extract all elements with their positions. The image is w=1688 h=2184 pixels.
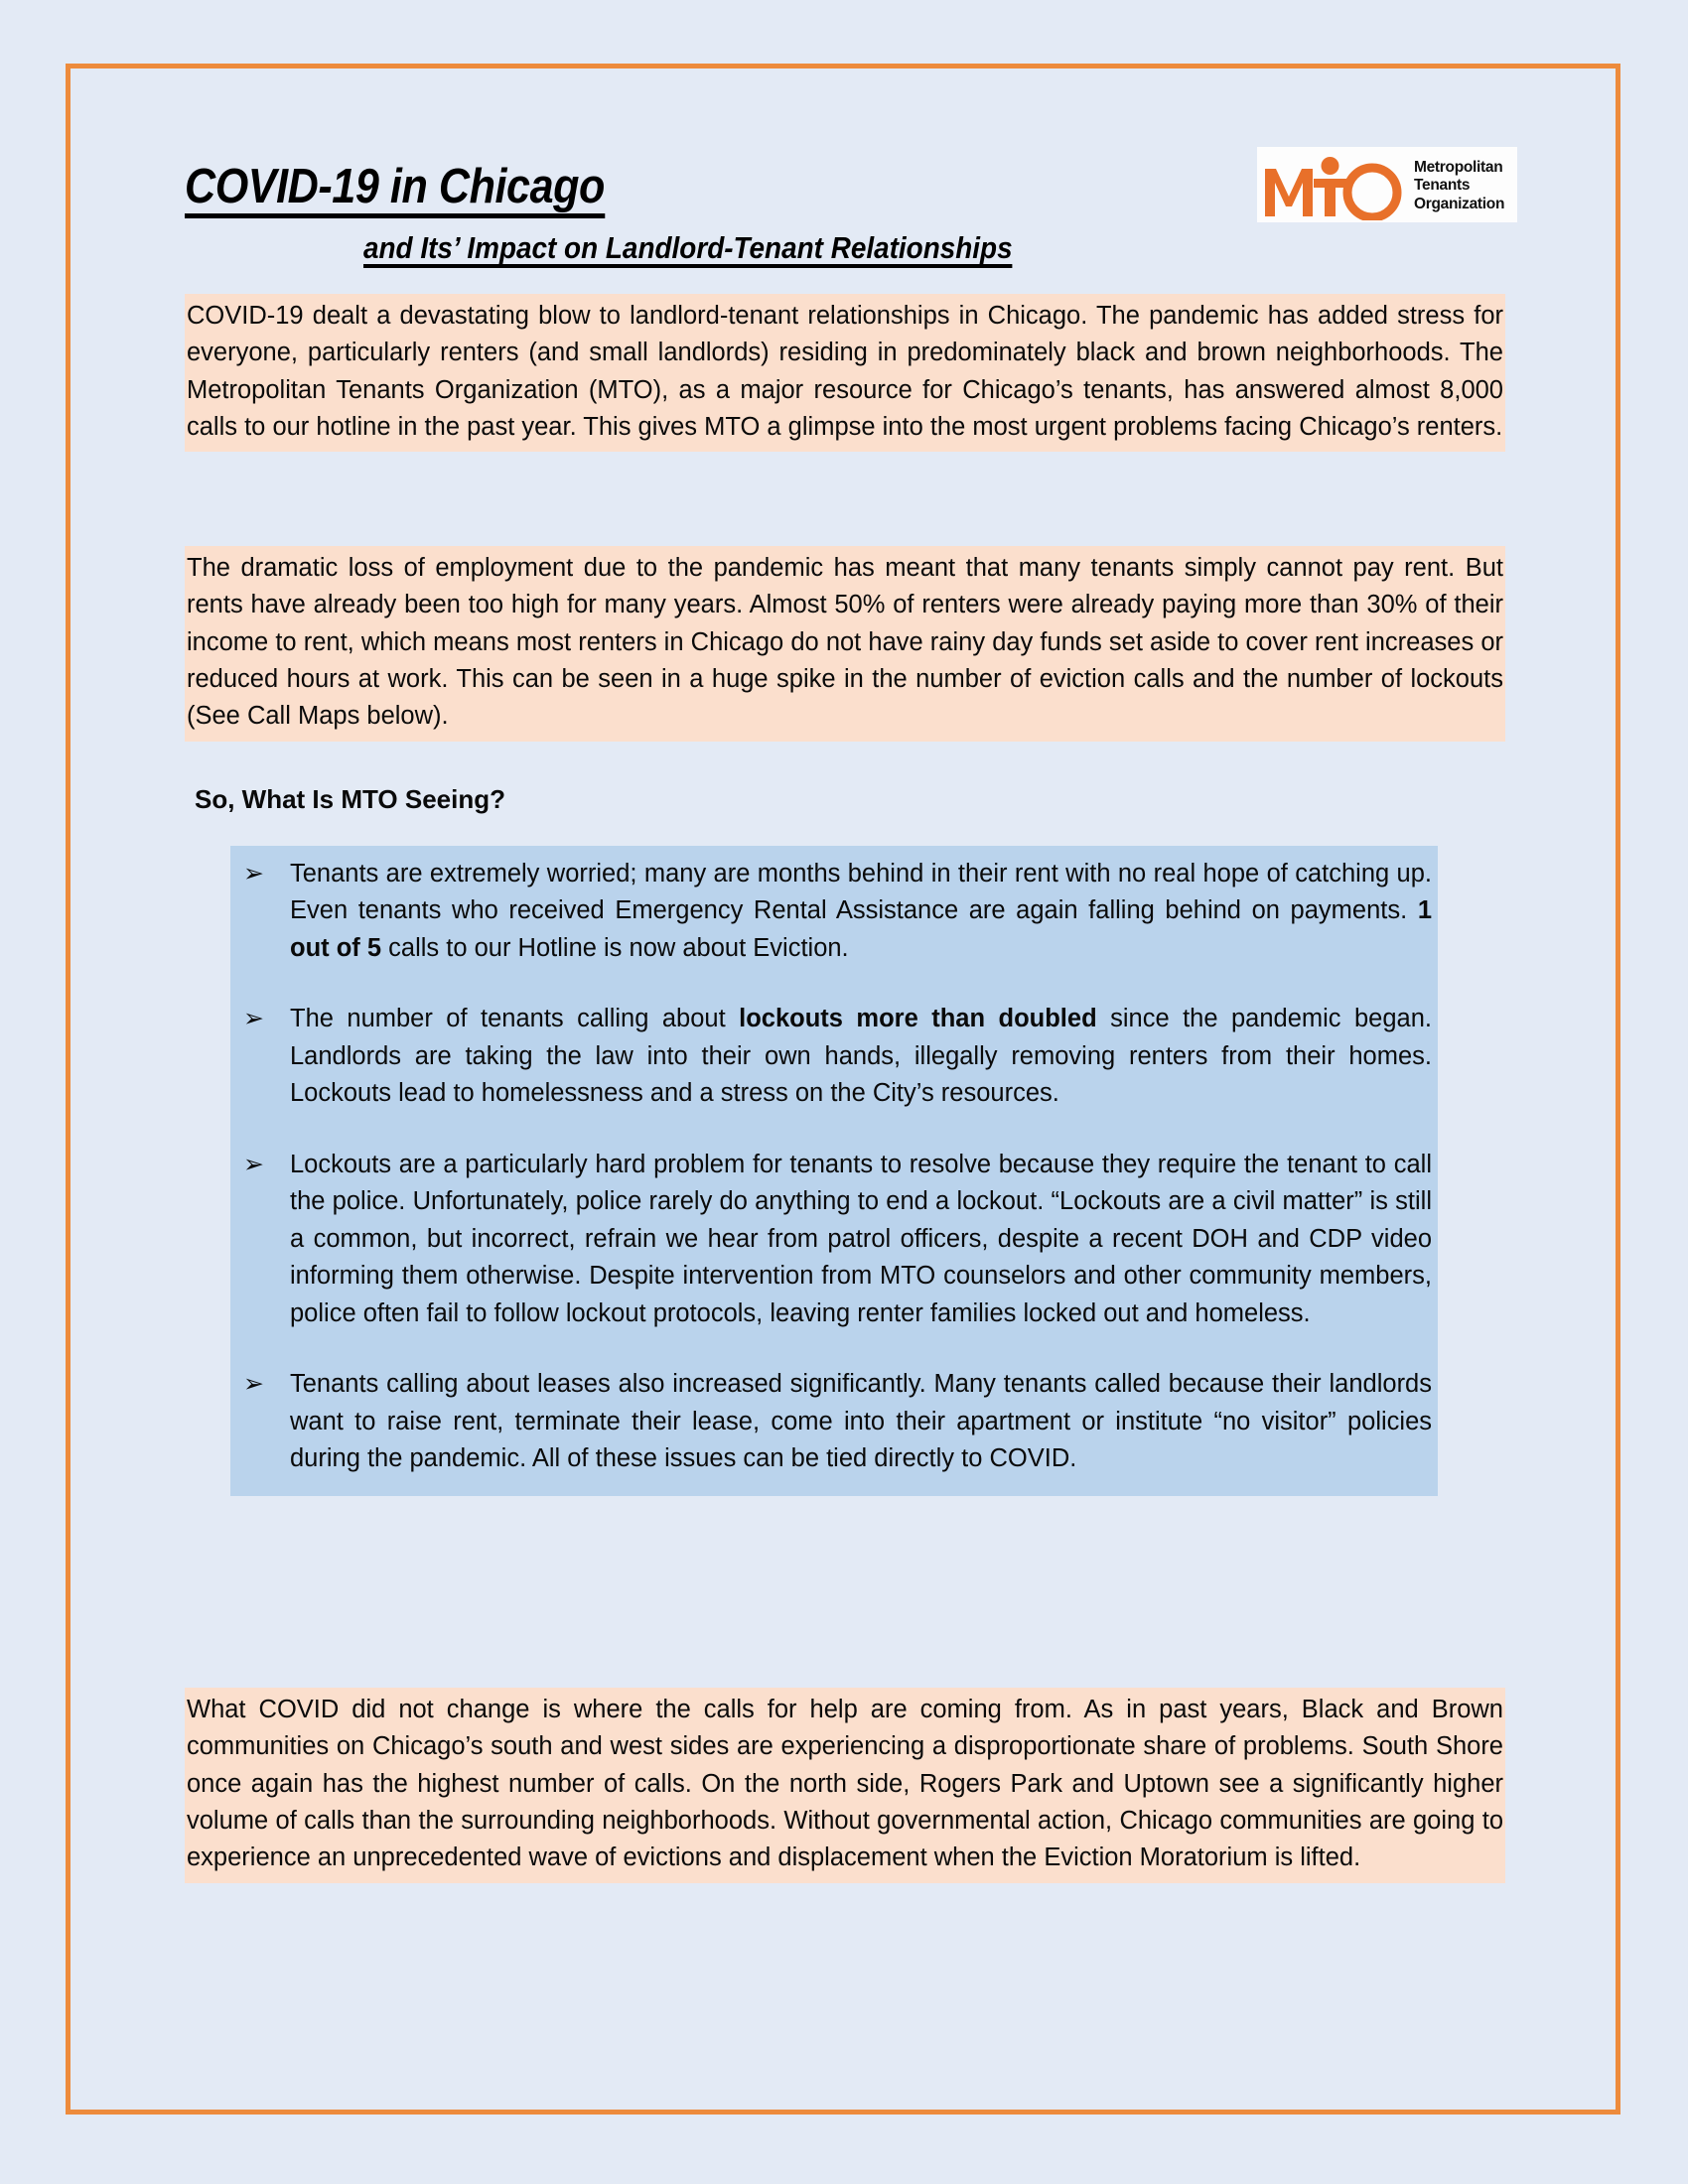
- list-item-text-pre: Tenants are extremely worried; many are months behind in their rent with no real hope of catching up. Even tenants who received Emergency Rental Assistance are again falling behind on payments.: [290, 860, 1432, 925]
- observations-list: [230, 846, 1438, 1496]
- section-heading: So, What Is MTO Seeing?: [195, 784, 505, 814]
- list-item-text-bold: lockouts more than doubled: [739, 1005, 1097, 1033]
- list-item-text-post: calls to our Hotline is now about Eviction.: [381, 933, 849, 962]
- document-header: [66, 64, 1620, 265]
- mto-logo-mark-icon: [1263, 149, 1402, 220]
- mto-logo-wordmark: [1414, 159, 1504, 213]
- list-item-text-post: since the pandemic began. Landlords are taking the law into their own hands, illegally removing renters from their homes. Lockouts lead to homelessness and a stress on the City’s resources.: [290, 1005, 1432, 1108]
- mto-logo: [1257, 147, 1517, 222]
- arrow-bullet-icon: ➢: [243, 859, 264, 887]
- list-item-text-pre: The number of tenants calling about: [290, 1005, 740, 1033]
- list-item: [230, 1366, 1438, 1477]
- arrow-bullet-icon: ➢: [243, 1149, 264, 1178]
- logo-word-line-3: Organization: [1414, 195, 1505, 212]
- arrow-bullet-icon: ➢: [243, 1369, 264, 1399]
- logo-word-line-1: Metropolitan: [1414, 159, 1503, 176]
- logo-word-line-2: Tenants: [1414, 177, 1471, 195]
- page-subtitle: and Its’ Impact on Landlord-Tenant Relationships: [363, 232, 1013, 268]
- list-item-text-pre: Tenants calling about leases also increased significantly. Many tenants called because their landlords want to raise rent, terminate their lease, come into their apartment or institute “no visitor” policies during the pandemic. All of these issues can be tied directly to COVID.: [290, 1370, 1432, 1473]
- list-item: [230, 856, 1438, 967]
- employment-loss-paragraph: The dramatic loss of employment due to the pandemic has meant that many tenants simply cannot pay rent. But rents have already been too high for many years. Almost 50% of renters were already paying more than 30% of their income to rent, which means most renters in Chicago do not have rainy day funds set aside to cover rent increases or reduced hours at work. This can be seen in a huge spike in the number of eviction calls and the number of lockouts (See Call Maps below).: [185, 546, 1505, 742]
- geography-paragraph: What COVID did not change is where the calls for help are coming from. As in past years, Black and Brown communities on Chicago’s south and west sides are experiencing a disproportionate share of problems. South Shore once again has the highest number of calls. On the north side, Rogers Park and Uptown see a significantly higher volume of calls than the surrounding neighborhoods. Without governmental action, Chicago communities are going to experience an unprecedented wave of evictions and displacement when the Eviction Moratorium is lifted.: [185, 1688, 1505, 1883]
- arrow-bullet-icon: ➢: [243, 1004, 264, 1033]
- list-item-text-pre: Lockouts are a particularly hard problem for tenants to resolve because they require the tenant to call the police. Unfortunately, police rarely do anything to end a lockout. “Lockouts are a civil matter” is still a common, but incorrect, refrain we hear from patrol officers, despite a recent DOH and CDP video informing them otherwise. Despite intervention from MTO counselors and other community members, police often fail to follow lockout protocols, leaving renter families locked out and homeless.: [290, 1150, 1432, 1327]
- page-title: COVID-19 in Chicago: [185, 163, 605, 218]
- list-item-text-bold: 1 out of 5: [290, 896, 1432, 962]
- intro-paragraph: COVID-19 dealt a devastating blow to landlord-tenant relationships in Chicago. The pandemic has added stress for everyone, particularly renters (and small landlords) residing in predominately black and brown neighborhoods. The Metropolitan Tenants Organization (MTO), as a major resource for Chicago’s tenants, has answered almost 8,000 calls to our hotline in the past year. This gives MTO a glimpse into the most urgent problems facing Chicago’s renters.: [185, 294, 1505, 452]
- list-item: [230, 1001, 1438, 1112]
- list-item: [230, 1147, 1438, 1332]
